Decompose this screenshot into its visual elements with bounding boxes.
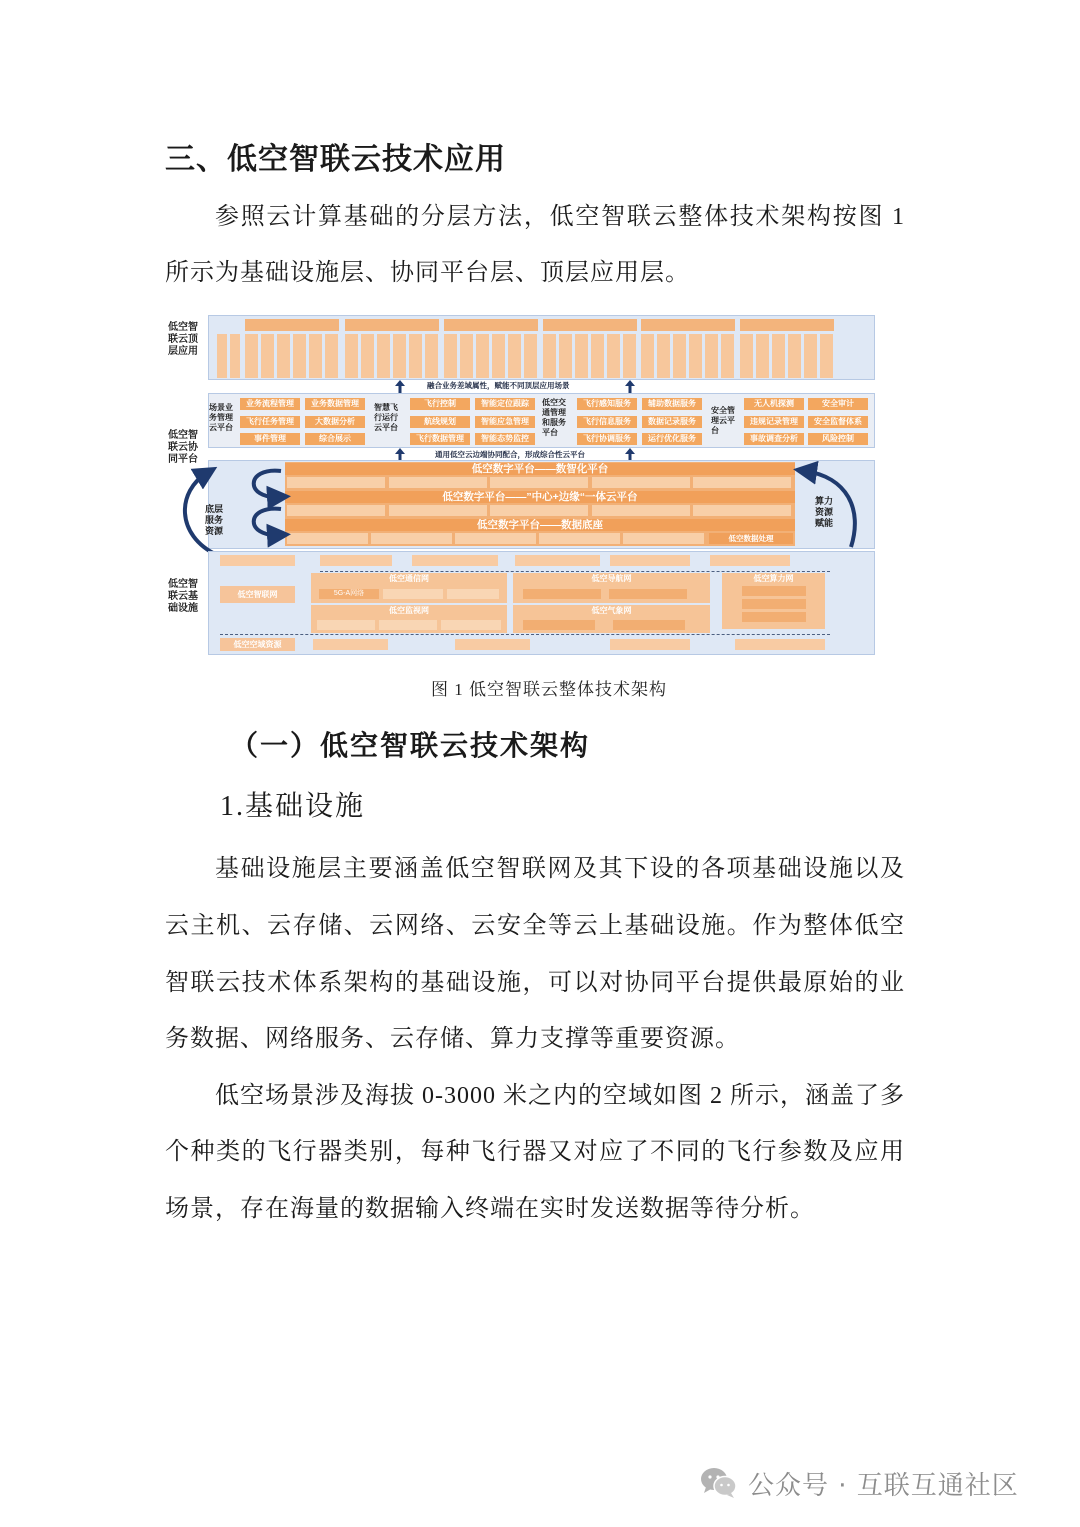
platform-item: 辅助数据服务 bbox=[642, 398, 702, 410]
platform-item: 事故调查分析 bbox=[744, 433, 804, 445]
platform-item: 业务数据管理 bbox=[305, 398, 365, 410]
platform-item: 飞行控制 bbox=[410, 398, 470, 410]
comm-net-box bbox=[311, 573, 507, 603]
platform-item: 风险控制 bbox=[808, 433, 868, 445]
figure-caption: 图 1 低空智联云整体技术架构 bbox=[431, 680, 667, 699]
platform-item: 大数据分析 bbox=[305, 416, 365, 428]
platform-item: 违规记录管理 bbox=[744, 416, 804, 428]
infra-bottom-cell bbox=[610, 639, 690, 650]
platform-item: 综合展示 bbox=[305, 433, 365, 445]
intro-line-1: 参照云计算基础的分层方法，低空智联云整体技术架构按图 1 bbox=[215, 204, 905, 230]
architecture-diagram bbox=[165, 313, 877, 656]
comm-5g-cell: 5G-A网络 bbox=[319, 589, 379, 599]
dashed-divider bbox=[220, 634, 830, 635]
surveil-cell bbox=[317, 620, 375, 630]
label-top-layer: 低空智联云顶层应用 bbox=[168, 322, 198, 357]
subsection-heading: 1.基础设施 bbox=[220, 791, 366, 822]
dashed-divider bbox=[320, 571, 830, 572]
section-heading: （一）低空智联云技术架构 bbox=[230, 729, 591, 762]
loop-left-label: 底层服务资源 bbox=[205, 504, 224, 536]
compute-cell bbox=[742, 599, 806, 609]
infra-top-cell bbox=[710, 555, 790, 566]
paragraph-line: 云主机、云存储、云网络、云安全等云上基础设施。作为整体低空 bbox=[165, 913, 905, 939]
infra-top-cell bbox=[412, 555, 498, 566]
nav-cell bbox=[523, 589, 601, 599]
paragraph-line: 个种类的飞行器类别，每种飞行器又对应了不同的飞行参数及应用 bbox=[165, 1139, 905, 1165]
wechat-icon bbox=[700, 1466, 738, 1500]
weather-cell bbox=[523, 620, 595, 630]
digital-platform-center-edge: 低空数字平台——”中心+边缘“一体云平台 bbox=[285, 491, 795, 503]
paragraph-line: 低空场景涉及海拔 0-3000 米之内的空域如图 2 所示，涵盖了多 bbox=[215, 1083, 905, 1109]
platform-item: 智能定位跟踪 bbox=[475, 398, 535, 410]
platform-title: 低空交通管理和服务平台 bbox=[542, 398, 566, 437]
digital-platform-intelligent: 低空数字平台——数智化平台 bbox=[285, 463, 795, 475]
platform-item: 智能态势监控 bbox=[475, 433, 535, 445]
weather-cell bbox=[613, 620, 685, 630]
weather-net-title: 低空气象网 bbox=[591, 606, 632, 615]
infra-bottom-cell bbox=[455, 639, 530, 650]
platform-item: 运行优化服务 bbox=[642, 433, 702, 445]
compute-net-title: 低空算力网 bbox=[753, 574, 794, 583]
compute-net-box bbox=[722, 573, 825, 629]
paragraph-line: 务数据、网络服务、云存储、算力支撑等重要资源。 bbox=[165, 1026, 740, 1052]
infra-top-cell bbox=[320, 555, 392, 566]
digital-platform-data-base: 低空数字平台——数据底座 bbox=[285, 519, 795, 531]
infra-top-cell bbox=[515, 555, 600, 566]
paragraph-line: 基础设施层主要涵盖低空智联网及其下设的各项基础设施以及 bbox=[215, 856, 905, 882]
watermark bbox=[700, 1463, 1019, 1503]
infra-top-cell bbox=[220, 555, 295, 566]
chapter-heading: 三、低空智联云技术应用 bbox=[165, 142, 506, 177]
left-curl-arrow-upper bbox=[254, 471, 281, 497]
platform-item: 安全监督体系 bbox=[808, 416, 868, 428]
platform-item: 航线规划 bbox=[410, 416, 470, 428]
smart-net-box: 低空智联网 bbox=[220, 586, 295, 603]
platform-item: 智能应急管理 bbox=[475, 416, 535, 428]
cloud-edge-text: 通用低空云边端协同配合，形成综合性云平台 bbox=[435, 450, 585, 459]
platform-item: 飞行感知服务 bbox=[577, 398, 637, 410]
intro-line-2: 所示为基础设施层、协同平台层、顶层应用层。 bbox=[165, 260, 690, 286]
surveil-net-title: 低空监视网 bbox=[389, 606, 429, 615]
platform-item: 飞行信息服务 bbox=[577, 416, 637, 428]
platform-item: 安全审计 bbox=[808, 398, 868, 410]
nav-net-box bbox=[513, 573, 710, 603]
paragraph-line: 智联云技术体系架构的基础设施，可以对协同平台提供最原始的业 bbox=[165, 970, 905, 996]
surveil-net-box bbox=[311, 605, 507, 633]
infra-top-cell bbox=[610, 555, 690, 566]
platform-item: 无人机探测 bbox=[744, 398, 804, 410]
surveil-cell bbox=[441, 620, 501, 630]
surveil-cell bbox=[379, 620, 437, 630]
platform-title: 智慧飞行运行云平台 bbox=[374, 403, 398, 432]
comm-cell bbox=[447, 589, 499, 599]
left-curl-arrow-lower bbox=[254, 509, 281, 535]
platform-title: 场景业务管理云平台 bbox=[209, 403, 233, 432]
platform-item: 飞行任务管理 bbox=[240, 416, 300, 428]
infra-bottom-cell bbox=[313, 639, 388, 650]
platform-title: 安全管理云平台 bbox=[711, 406, 735, 435]
loop-right-label: 算力资源赋能 bbox=[815, 496, 834, 528]
label-bottom-layer: 低空智联云基础设施 bbox=[168, 579, 198, 614]
data-processing-cell: 低空数据处理 bbox=[709, 533, 793, 544]
platform-item: 数据记录服务 bbox=[642, 416, 702, 428]
nav-cell bbox=[609, 589, 687, 599]
compute-cell bbox=[742, 586, 806, 596]
platform-item: 飞行数据管理 bbox=[410, 433, 470, 445]
fusion-text: 融合业务差域属性，赋能不同顶层应用场景 bbox=[427, 381, 570, 390]
airspace-box: 低空空域资源 bbox=[220, 638, 295, 651]
nav-net-title: 低空导航网 bbox=[591, 574, 632, 583]
platform-item: 业务流程管理 bbox=[240, 398, 300, 410]
platform-item: 飞行协调服务 bbox=[577, 433, 637, 445]
label-middle-layer: 低空智联云协同平台 bbox=[168, 430, 198, 465]
comm-net-title: 低空通信网 bbox=[389, 574, 429, 583]
watermark-text: 公众号 · 互联互通社区 bbox=[748, 1470, 1019, 1501]
platform-item: 事件管理 bbox=[240, 433, 300, 445]
infra-bottom-cell bbox=[735, 639, 825, 650]
weather-net-box bbox=[513, 605, 710, 633]
comm-cell bbox=[383, 589, 443, 599]
compute-cell bbox=[742, 612, 806, 622]
paragraph-line: 场景，存在海量的数据输入终端在实时发送数据等待分析。 bbox=[165, 1196, 815, 1222]
